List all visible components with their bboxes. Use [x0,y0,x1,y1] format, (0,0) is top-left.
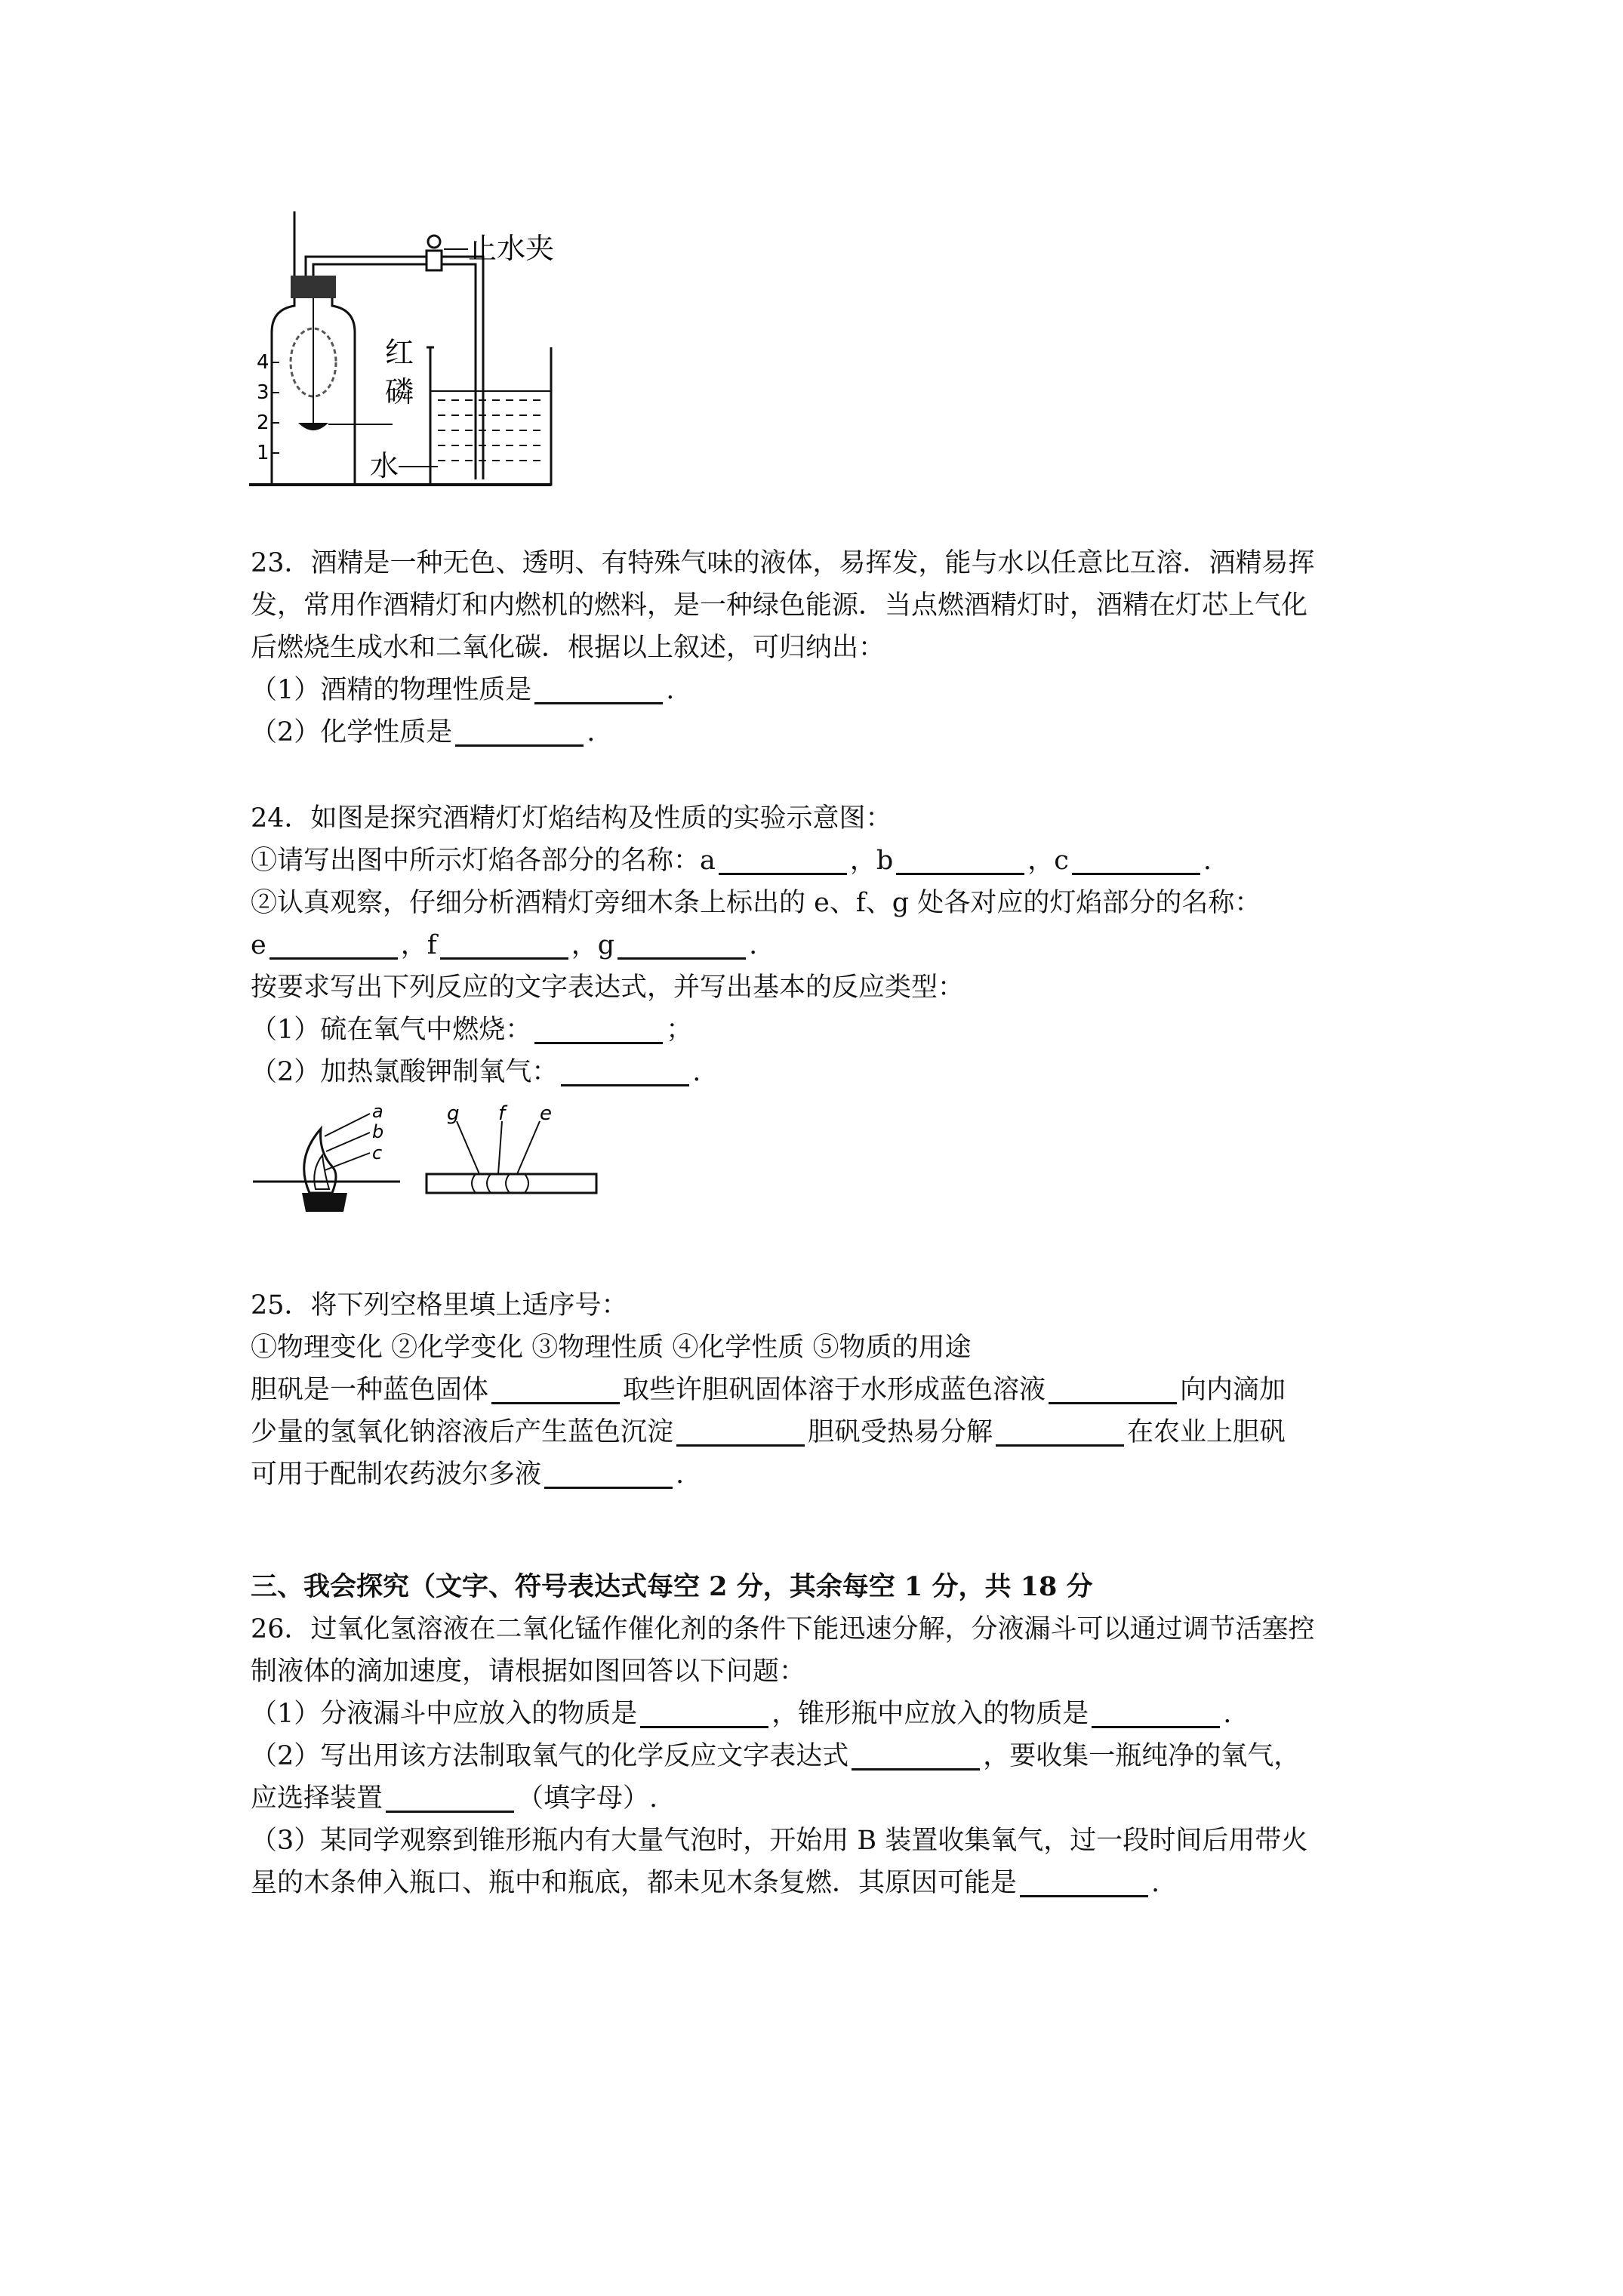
answer-blank[interactable] [534,1015,663,1044]
q25-text-3: 向内滴加 [1180,1375,1286,1405]
q25-text-6: 在农业上胆矾 [1127,1417,1286,1447]
answer-blank-e[interactable] [269,930,398,960]
q24-sub2-blanks [251,927,757,963]
scale-2: 2 [257,411,269,434]
q26-sub3-cont [251,1865,1160,1901]
q25-text-4: 少量的氢氧化钠溶液后产生蓝色沉淀 [251,1417,674,1447]
label-c: ，c [1027,846,1069,876]
q24-stem: 24．如图是探究酒精灯灯焰结构及性质的实验示意图： [251,803,892,834]
q25-stem: 25．将下列空格里填上适序号： [251,1290,628,1321]
stick-label-e: e [540,1102,552,1125]
semicolon: ； [666,1015,693,1045]
period: . [666,675,675,705]
answer-blank[interactable] [676,1417,805,1447]
q25-text-7: 可用于配制农药波尔多液 [251,1459,542,1490]
period: . [676,1459,685,1490]
q26-s1b: ，锥形瓶中应放入的物质是 [771,1699,1089,1729]
answer-blank[interactable] [386,1783,514,1813]
answer-blank-b[interactable] [896,846,1024,875]
q26-s2d: （填字母）. [517,1783,658,1814]
answer-blank[interactable] [640,1699,768,1728]
q26-s2b: ，要收集一瓶纯净的氧气， [983,1741,1301,1771]
q24-sub1 [251,843,1212,879]
q25-line2 [251,1414,1286,1450]
answer-blank[interactable] [491,1375,620,1404]
bottle-scale [257,351,279,464]
q25-text-2: 取些许胆矾固体溶于水形成蓝色溶液 [623,1375,1046,1405]
q24-sub2: ②认真观察，仔细分析酒精灯旁细木条上标出的 e、f、g 处各对应的灯焰部分的名称： [251,888,1261,918]
answer-blank[interactable] [1049,1375,1177,1404]
flame-label-c: c [372,1142,383,1163]
q24-r1-text: （1）硫在氧气中燃烧： [251,1015,532,1045]
label-f: ，f [400,930,437,960]
answer-blank[interactable] [455,717,584,747]
apparatus-diagram [249,211,581,491]
q26-sub2-cont [251,1780,658,1817]
label-b: ，b [849,846,894,876]
answer-blank-f[interactable] [440,930,568,960]
flame-label-a: a [372,1101,383,1122]
period: . [749,930,758,960]
answer-blank-g[interactable] [617,930,746,960]
q23-sub2-text: （2）化学性质是 [251,717,453,747]
q26-s2a: （2）写出用该方法制取氧气的化学反应文字表达式 [251,1741,849,1771]
answer-blank[interactable] [996,1417,1124,1447]
answer-blank[interactable] [1020,1868,1148,1897]
q24-r2 [251,1054,701,1090]
q24-sub1-text: ①请写出图中所示灯焰各部分的名称：a [251,846,716,876]
q23-sub2 [251,714,595,750]
flame-figure [249,1099,611,1219]
label-e: e [251,930,266,960]
q23-stem-line3: 后燃烧生成水和二氧化碳．根据以上叙述，可归纳出： [251,633,885,663]
stick-label-f: f [498,1102,506,1125]
q24-r2-text: （2）加热氯酸钾制氧气： [251,1057,559,1087]
clamp-label: 止水夹 [468,232,555,265]
water-label: 水 [370,449,399,482]
q26-sub2 [251,1738,1300,1774]
q25-line3 [251,1456,684,1493]
q23-sub1-text: （1）酒精的物理性质是 [251,675,532,705]
scale-1: 1 [257,442,269,464]
period: . [1223,1699,1232,1729]
q23-sub1 [251,672,674,708]
phosphorus-label-1: 红 [385,336,414,369]
q25-options: ①物理变化 ②化学变化 ③物理性质 ④化学性质 ⑤物质的用途 [251,1333,972,1363]
section3-heading: 三、我会探究（文字、符号表达式每空 2 分，其余每空 1 分，共 18 分 [251,1571,1093,1602]
period: . [692,1057,701,1087]
q24-instruction: 按要求写出下列反应的文字表达式，并写出基本的反应类型： [251,972,965,1003]
q25-line1 [251,1372,1286,1408]
q26-sub3: （3）某同学观察到锥形瓶内有大量气泡时，开始用 B 装置收集氧气，过一段时间后用带火 [251,1826,1308,1856]
answer-blank[interactable] [1092,1699,1220,1728]
answer-blank[interactable] [544,1459,673,1489]
answer-blank[interactable] [561,1057,689,1086]
flame-diagram [249,1099,611,1219]
q26-s2c: 应选择装置 [251,1783,383,1814]
q23-stem-line2: 发，常用作酒精灯和内燃机的燃料，是一种绿色能源．当点燃酒精灯时，酒精在灯芯上气化 [251,590,1308,621]
q26-stem-line2: 制液体的滴加速度，请根据如图回答以下问题： [251,1657,806,1687]
label-g: ，g [571,930,615,960]
answer-blank-c[interactable] [1072,846,1200,875]
answer-blank[interactable] [852,1741,980,1771]
q26-s1a: （1）分液漏斗中应放入的物质是 [251,1699,638,1729]
phosphorus-label-2: 磷 [385,375,414,408]
q24-r1 [251,1012,692,1048]
apparatus-figure [249,211,581,491]
q25-text-5: 胆矾受热易分解 [808,1417,993,1447]
scale-4: 4 [257,351,269,374]
q25-text-1: 胆矾是一种蓝色固体 [251,1375,489,1405]
period: . [1203,846,1212,876]
q26-sub1 [251,1696,1231,1732]
q23-stem-line1: 23．酒精是一种无色、透明、有特殊气味的液体，易挥发，能与水以任意比互溶．酒精易挥 [251,548,1315,578]
q26-s3b: 星的木条伸入瓶口、瓶中和瓶底，都未见木条复燃．其原因可能是 [251,1868,1018,1898]
scale-3: 3 [257,381,269,404]
answer-blank-a[interactable] [719,846,847,875]
q26-stem-line1: 26．过氧化氢溶液在二氧化锰作催化剂的条件下能迅速分解，分液漏斗可以通过调节活塞控 [251,1614,1315,1644]
period: . [1151,1868,1160,1898]
answer-blank[interactable] [534,675,663,704]
stick-label-g: g [447,1102,460,1125]
flame-label-b: b [372,1121,384,1142]
period: . [587,717,596,747]
